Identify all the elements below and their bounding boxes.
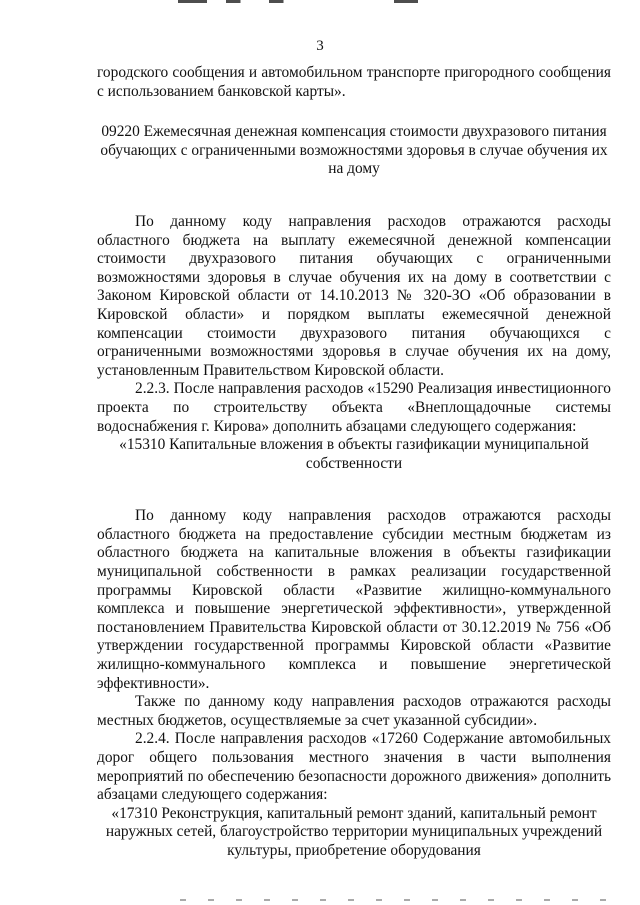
page-number: 3 [316, 38, 324, 54]
section-heading-15310: «15310 Капитальные вложения в объекты газификации муниципальной собственности [119, 436, 589, 472]
paragraph-15310-local-budgets: Также по данному коду направления расходов отражаются расходы местных бюджетов, осуществляемые за счет указанной субсидии». [97, 693, 611, 729]
document-body [97, 64, 611, 861]
paragraph-continuation: городского сообщения и автомобильном транспорте пригородного сообщения с использованием банковской карты». [97, 64, 611, 100]
paragraph-09220-description: По данному коду направления расходов отражаются расходы областного бюджета на выплату ежемесячной денежной компенсации стоимости двухразового питания обучающих с ограниченными возможностями здоровья в случае обучения их на дому в соответствии с Законом Кировской области от 14.10.2013 № 320-ЗО «Об образовании в Кировской области» и порядком выплаты ежемесячной денежной компенсации стоимости двухразового питания обучающихся с ограниченными возможностями здоровья в случае обучения их на дому, установленным Правительством Кировской области. [97, 212, 611, 379]
paragraph-2-2-3: 2.2.3. После направления расходов «15290 Реализация инвестиционного проекта по строительству объекта «Внеплощадочные системы водоснабжения г. Кирова» дополнить абзацами следующего содержания: [97, 380, 611, 435]
paragraph-2-2-4: 2.2.4. После направления расходов «17260 Содержание автомобильных дорог общего пользования местного значения в части выполнения мероприятий по обеспечению безопасности дорожного движения» дополнить абзацами следующего содержания: [97, 730, 611, 804]
section-heading-17310: «17310 Реконструкция, капитальный ремонт зданий, капитальный ремонт наружных сетей, благоустройство территории муниципальных учреждений культуры, приобретение оборудования [105, 804, 603, 859]
section-heading-09220: 09220 Ежемесячная денежная компенсация стоимости двухразового питания обучающих с ограниченными возможностями здоровья в случае обучения их на дому [100, 123, 608, 178]
paragraph-15310-description: По данному коду направления расходов отражаются расходы областного бюджета на предоставление субсидии местным бюджетам из областного бюджета на капитальные вложения в объекты газификации муниципальной собственности в рамках реализации государственной программы Кировской области «Развитие жилищно-коммунального комплекса и повышение энергетической эффективности», утвержденной постановлением Правительства Кировской области от 30.12.2019 № 756 «Об утверждении государственной программы Кировской области «Развитие жилищно-коммунального комплекса и повышение энергетической эффективности». [97, 507, 611, 692]
scan-bottom-edge [180, 899, 610, 901]
scan-top-edge [178, 0, 418, 3]
